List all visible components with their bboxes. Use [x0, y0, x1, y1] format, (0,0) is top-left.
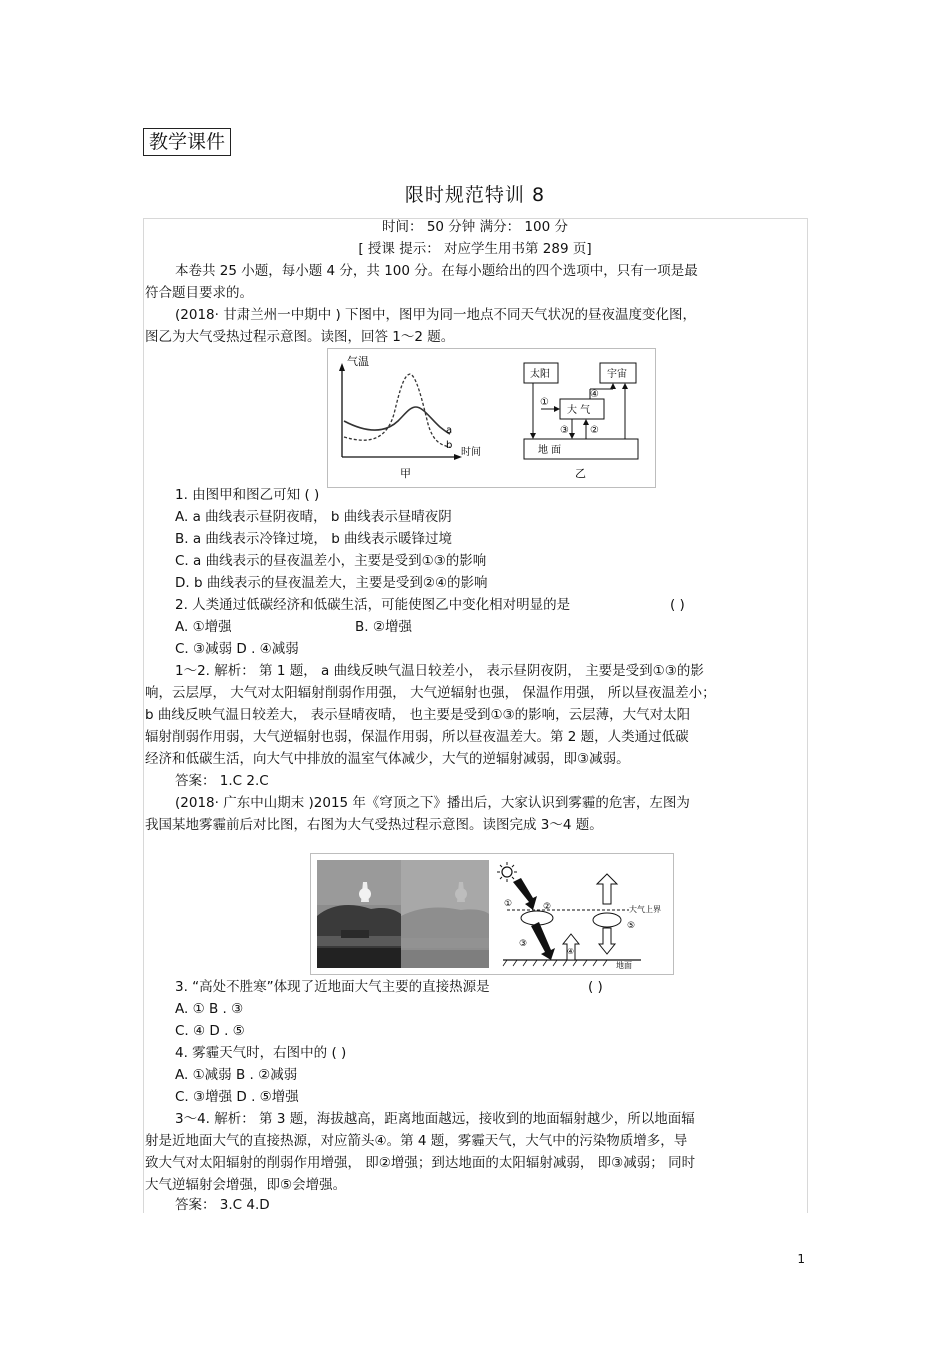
heating-diagram [497, 862, 661, 970]
group2-stem-line-1: (2018· 广东中山期末 )2015 年《穹顶之下》播出后，大家认识到雾霾的危害，左图为 [175, 795, 690, 811]
courseware-tag: 教学课件 [143, 128, 231, 156]
intro-line-1: 本卷共 25 小题，每小题 4 分，共 100 分。在每小题给出的四个选项中，只有一项是最 [175, 263, 698, 279]
yi-n2: ② [590, 425, 599, 436]
analysis2-line-2: 射是近地面大气的直接热源，对应箭头④。第 4 题，雾霾天气，大气中的污染物质增多，导 [145, 1133, 688, 1149]
curve-a-label: a [446, 425, 453, 436]
jia-x-axis-label: 时间 [461, 447, 481, 458]
q2-stem: 2. 人类通过低碳经济和低碳生活，可能使图乙中变化相对明显的是 [175, 597, 571, 613]
intro-line-2: 符合题目要求的。 [145, 285, 253, 301]
q2-answer-blank: ( ) [670, 597, 685, 613]
diagram-n3: ③ [519, 939, 528, 949]
curve-b-label: b [446, 440, 453, 451]
analysis1-line-1: 1～2. 解析： 第 1 题， a 曲线反映气温日较差小， 表示昼阴夜阴， 主要是受到①③的影 [175, 663, 704, 679]
q4-options-ab: A. ①减弱 B . ②减弱 [175, 1067, 298, 1083]
q3-answer-blank: ( ) [588, 979, 603, 995]
analysis2-line-1: 3～4. 解析： 第 3 题，海拔越高，距离地面越远，接收到的地面辐射越少，所以地面辐 [175, 1111, 695, 1127]
answer2: 答案： 3.C 4.D [175, 1197, 270, 1213]
group2-stem-line-2: 我国某地雾霾前后对比图，右图为大气受热过程示意图。读图完成 3～4 题。 [145, 817, 603, 833]
photo-after-smog [401, 860, 489, 968]
yi-n3: ③ [560, 425, 569, 436]
q4-stem: 4. 雾霾天气时，右图中的 ( ) [175, 1045, 347, 1061]
yi-n4: ④ [590, 389, 599, 400]
upper-limit-label: 大气上界 [629, 905, 661, 914]
atmosphere-label: 大 气 [567, 405, 591, 416]
diagram-yi [524, 363, 638, 480]
chart-jia [339, 354, 481, 480]
analysis2-line-4: 大气逆辐射会增强，即⑤会增强。 [145, 1177, 347, 1193]
photo-before-smog [317, 860, 401, 968]
q1-option-d: D. b 曲线表示的昼夜温差大，主要是受到②④的影响 [175, 575, 488, 591]
yi-caption: 乙 [575, 467, 586, 480]
frame-right-line [807, 218, 808, 1213]
analysis2-line-3: 致大气对太阳辐射的削弱作用增强， 即②增强；到达地面的太阳辐射减弱， 即③减弱； 同时 [145, 1155, 696, 1171]
analysis1-line-5: 经济和低碳生活，向大气中排放的温室气体减少，大气的逆辐射减弱，即③减弱。 [145, 751, 630, 767]
q1-stem: 1. 由图甲和图乙可知 ( ) [175, 487, 320, 503]
q2-option-b: B. ②增强 [355, 619, 412, 635]
jia-caption: 甲 [400, 467, 411, 480]
curve-b [344, 374, 453, 447]
diagram-n4: ④ [567, 947, 575, 956]
group1-stem-line-1: (2018· 甘肃兰州一中期中 ) 下图中，图甲为同一地点不同天气状况的昼夜温度变化图， [175, 307, 697, 323]
q2-option-a: A. ①增强 [175, 619, 232, 635]
yi-n1: ① [540, 397, 549, 408]
analysis1-line-4: 辐射削弱作用弱，大气逆辐射也弱，保温作用弱，所以昼夜温差大。第 2 题，人类通过低碳 [145, 729, 689, 745]
figure-smog-comparison-and-heating [310, 853, 674, 975]
diagram-n2: ② [543, 902, 552, 912]
q2-option-cd: C. ③减弱 D . ④减弱 [175, 641, 299, 657]
answer1: 答案： 1.C 2.C [175, 773, 269, 789]
q3-options-ab: A. ① B . ③ [175, 1001, 244, 1017]
group1-stem-line-2: 图乙为大气受热过程示意图。读图，回答 1～2 题。 [145, 329, 455, 345]
q1-option-a: A. a 曲线表示昼阴夜晴， b 曲线表示昼晴夜阴 [175, 509, 452, 525]
universe-label: 宇宙 [607, 369, 627, 380]
ground-label: 地 面 [538, 445, 562, 456]
analysis1-line-2: 响，云层厚， 大气对太阳辐射削弱作用强， 大气逆辐射也强， 保温作用强， 所以昼夜温差小； [145, 685, 716, 701]
textbook-hint-line: [ 授课 提示： 对应学生用书第 289 页] [358, 241, 592, 257]
jia-y-axis-label: 气温 [347, 355, 369, 368]
sun-label: 太阳 [530, 369, 550, 380]
page-title: 限时规范特训 8 [404, 184, 546, 206]
q4-options-cd: C. ③增强 D . ⑤增强 [175, 1089, 299, 1105]
analysis1-line-3: b 曲线反映气温日较差大， 表示昼晴夜晴， 也主要是受到①③的影响，云层薄，大气对太阳 [145, 707, 691, 723]
figure-temperature-and-heating [327, 348, 656, 488]
q1-option-b: B. a 曲线表示冷锋过境， b 曲线表示暖锋过境 [175, 531, 453, 547]
diagram-n5: ⑤ [627, 921, 636, 931]
q1-option-c: C. a 曲线表示的昼夜温差小，主要是受到①③的影响 [175, 553, 487, 569]
time-score-line: 时间： 50 分钟 满分： 100 分 [382, 219, 568, 235]
diagram-n1: ① [504, 899, 513, 909]
page-number: 1 [797, 1252, 805, 1266]
ground-label: 地面 [616, 961, 632, 970]
curve-a [344, 407, 453, 436]
sun-icon [502, 867, 512, 877]
frame-left-line [143, 218, 144, 1213]
q3-options-cd: C. ④ D . ⑤ [175, 1023, 245, 1039]
q3-stem: 3. “高处不胜寒”体现了近地面大气主要的直接热源是 [175, 979, 490, 995]
